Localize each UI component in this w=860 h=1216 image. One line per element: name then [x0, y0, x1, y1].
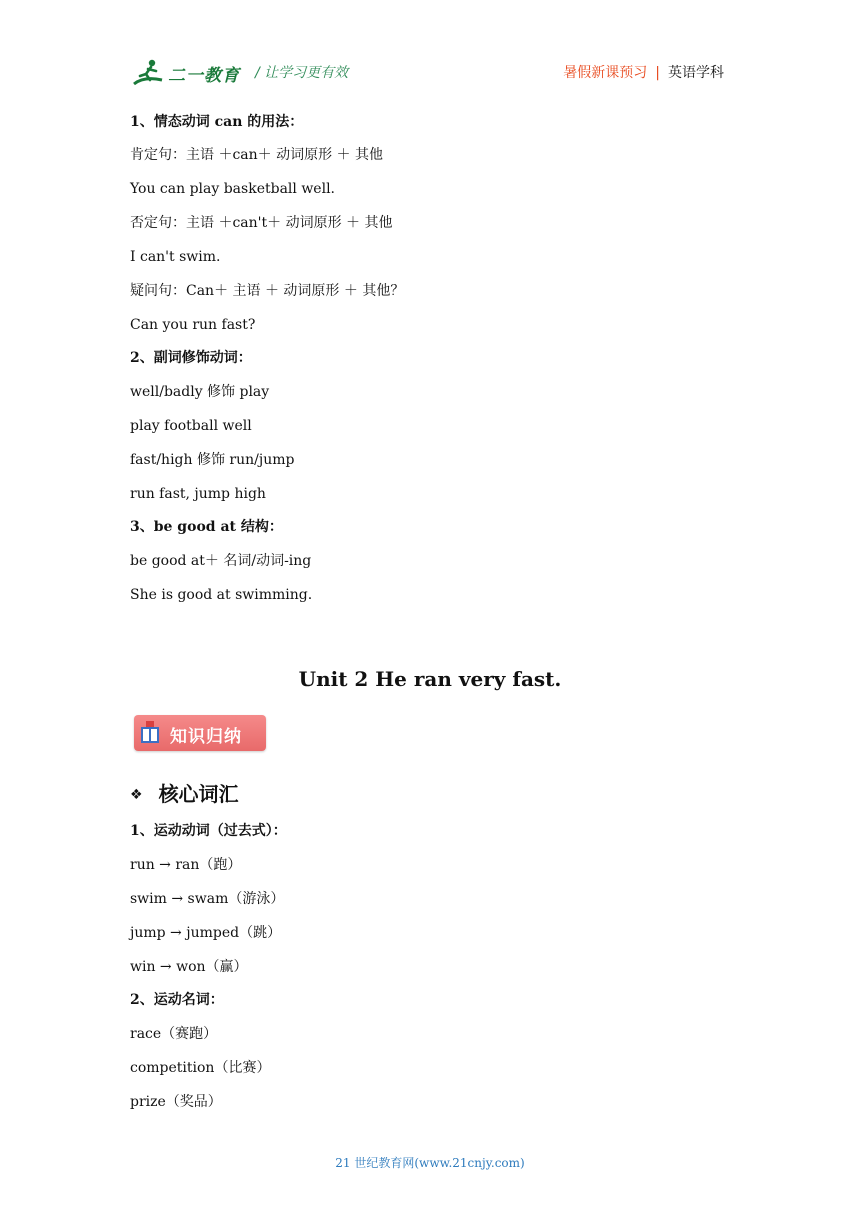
adverb-heading: 2、副词修饰动词：	[130, 350, 252, 366]
affirmative-rule: 肯定句：主语 ＋can＋ 动词原形 ＋ 其他	[130, 147, 384, 163]
header-separator: |	[655, 65, 660, 81]
list-item: win → won（赢）	[130, 959, 248, 975]
footer-link[interactable]: 21 世纪教育网(www.21cnjy.com)	[335, 1156, 525, 1170]
sport-verbs-heading: 1、运动动词（过去式）：	[130, 823, 287, 839]
list-item: swim → swam（游泳）	[130, 891, 285, 907]
adverb-rule-1: well/badly 修饰 play	[130, 384, 270, 400]
adverb-example-1: play football well	[130, 418, 252, 434]
question-example: Can you run fast?	[130, 317, 256, 333]
good-at-heading: 3、be good at 结构：	[130, 519, 283, 535]
adverb-rule-2: fast/high 修饰 run/jump	[130, 452, 295, 468]
list-item: competition（比赛）	[130, 1060, 271, 1076]
core-vocab-heading	[130, 778, 239, 807]
list-item: jump → jumped（跳）	[130, 925, 282, 941]
list-item: run → ran（跑）	[130, 857, 242, 873]
book-icon	[138, 719, 162, 747]
slogan: / 让学习更有效	[255, 65, 349, 81]
diamond-bullet-icon: ❖	[130, 787, 143, 803]
list-item: prize（奖品）	[130, 1094, 222, 1110]
can-usage-heading: 1、情态动词 can 的用法：	[130, 114, 304, 130]
page-header	[0, 0, 860, 100]
knowledge-summary-badge	[134, 715, 266, 751]
good-at-example: She is good at swimming.	[130, 587, 313, 603]
badge-label: 知识归纳	[170, 727, 242, 747]
list-item: race（赛跑）	[130, 1026, 218, 1042]
negative-rule: 否定句：主语 ＋can't＋ 动词原形 ＋ 其他	[130, 215, 393, 231]
runner-icon	[132, 58, 166, 88]
logo-text: 二一教育	[168, 66, 240, 86]
subject-label: 英语学科	[668, 65, 724, 81]
logo	[132, 58, 240, 88]
question-rule: 疑问句：Can＋ 主语 ＋ 动词原形 ＋ 其他？	[130, 283, 405, 299]
core-vocab-label: 核心词汇	[158, 782, 239, 806]
course-label: 暑假新课预习	[563, 65, 648, 81]
negative-example: I can't swim.	[130, 249, 221, 265]
good-at-rule: be good at＋ 名词/动词-ing	[130, 553, 312, 569]
unit-title: Unit 2 He ran very fast.	[298, 667, 562, 691]
sport-nouns-heading: 2、运动名词：	[130, 992, 224, 1008]
adverb-example-2: run fast, jump high	[130, 486, 266, 502]
header-course-info	[563, 62, 724, 82]
affirmative-example: You can play basketball well.	[130, 181, 335, 197]
